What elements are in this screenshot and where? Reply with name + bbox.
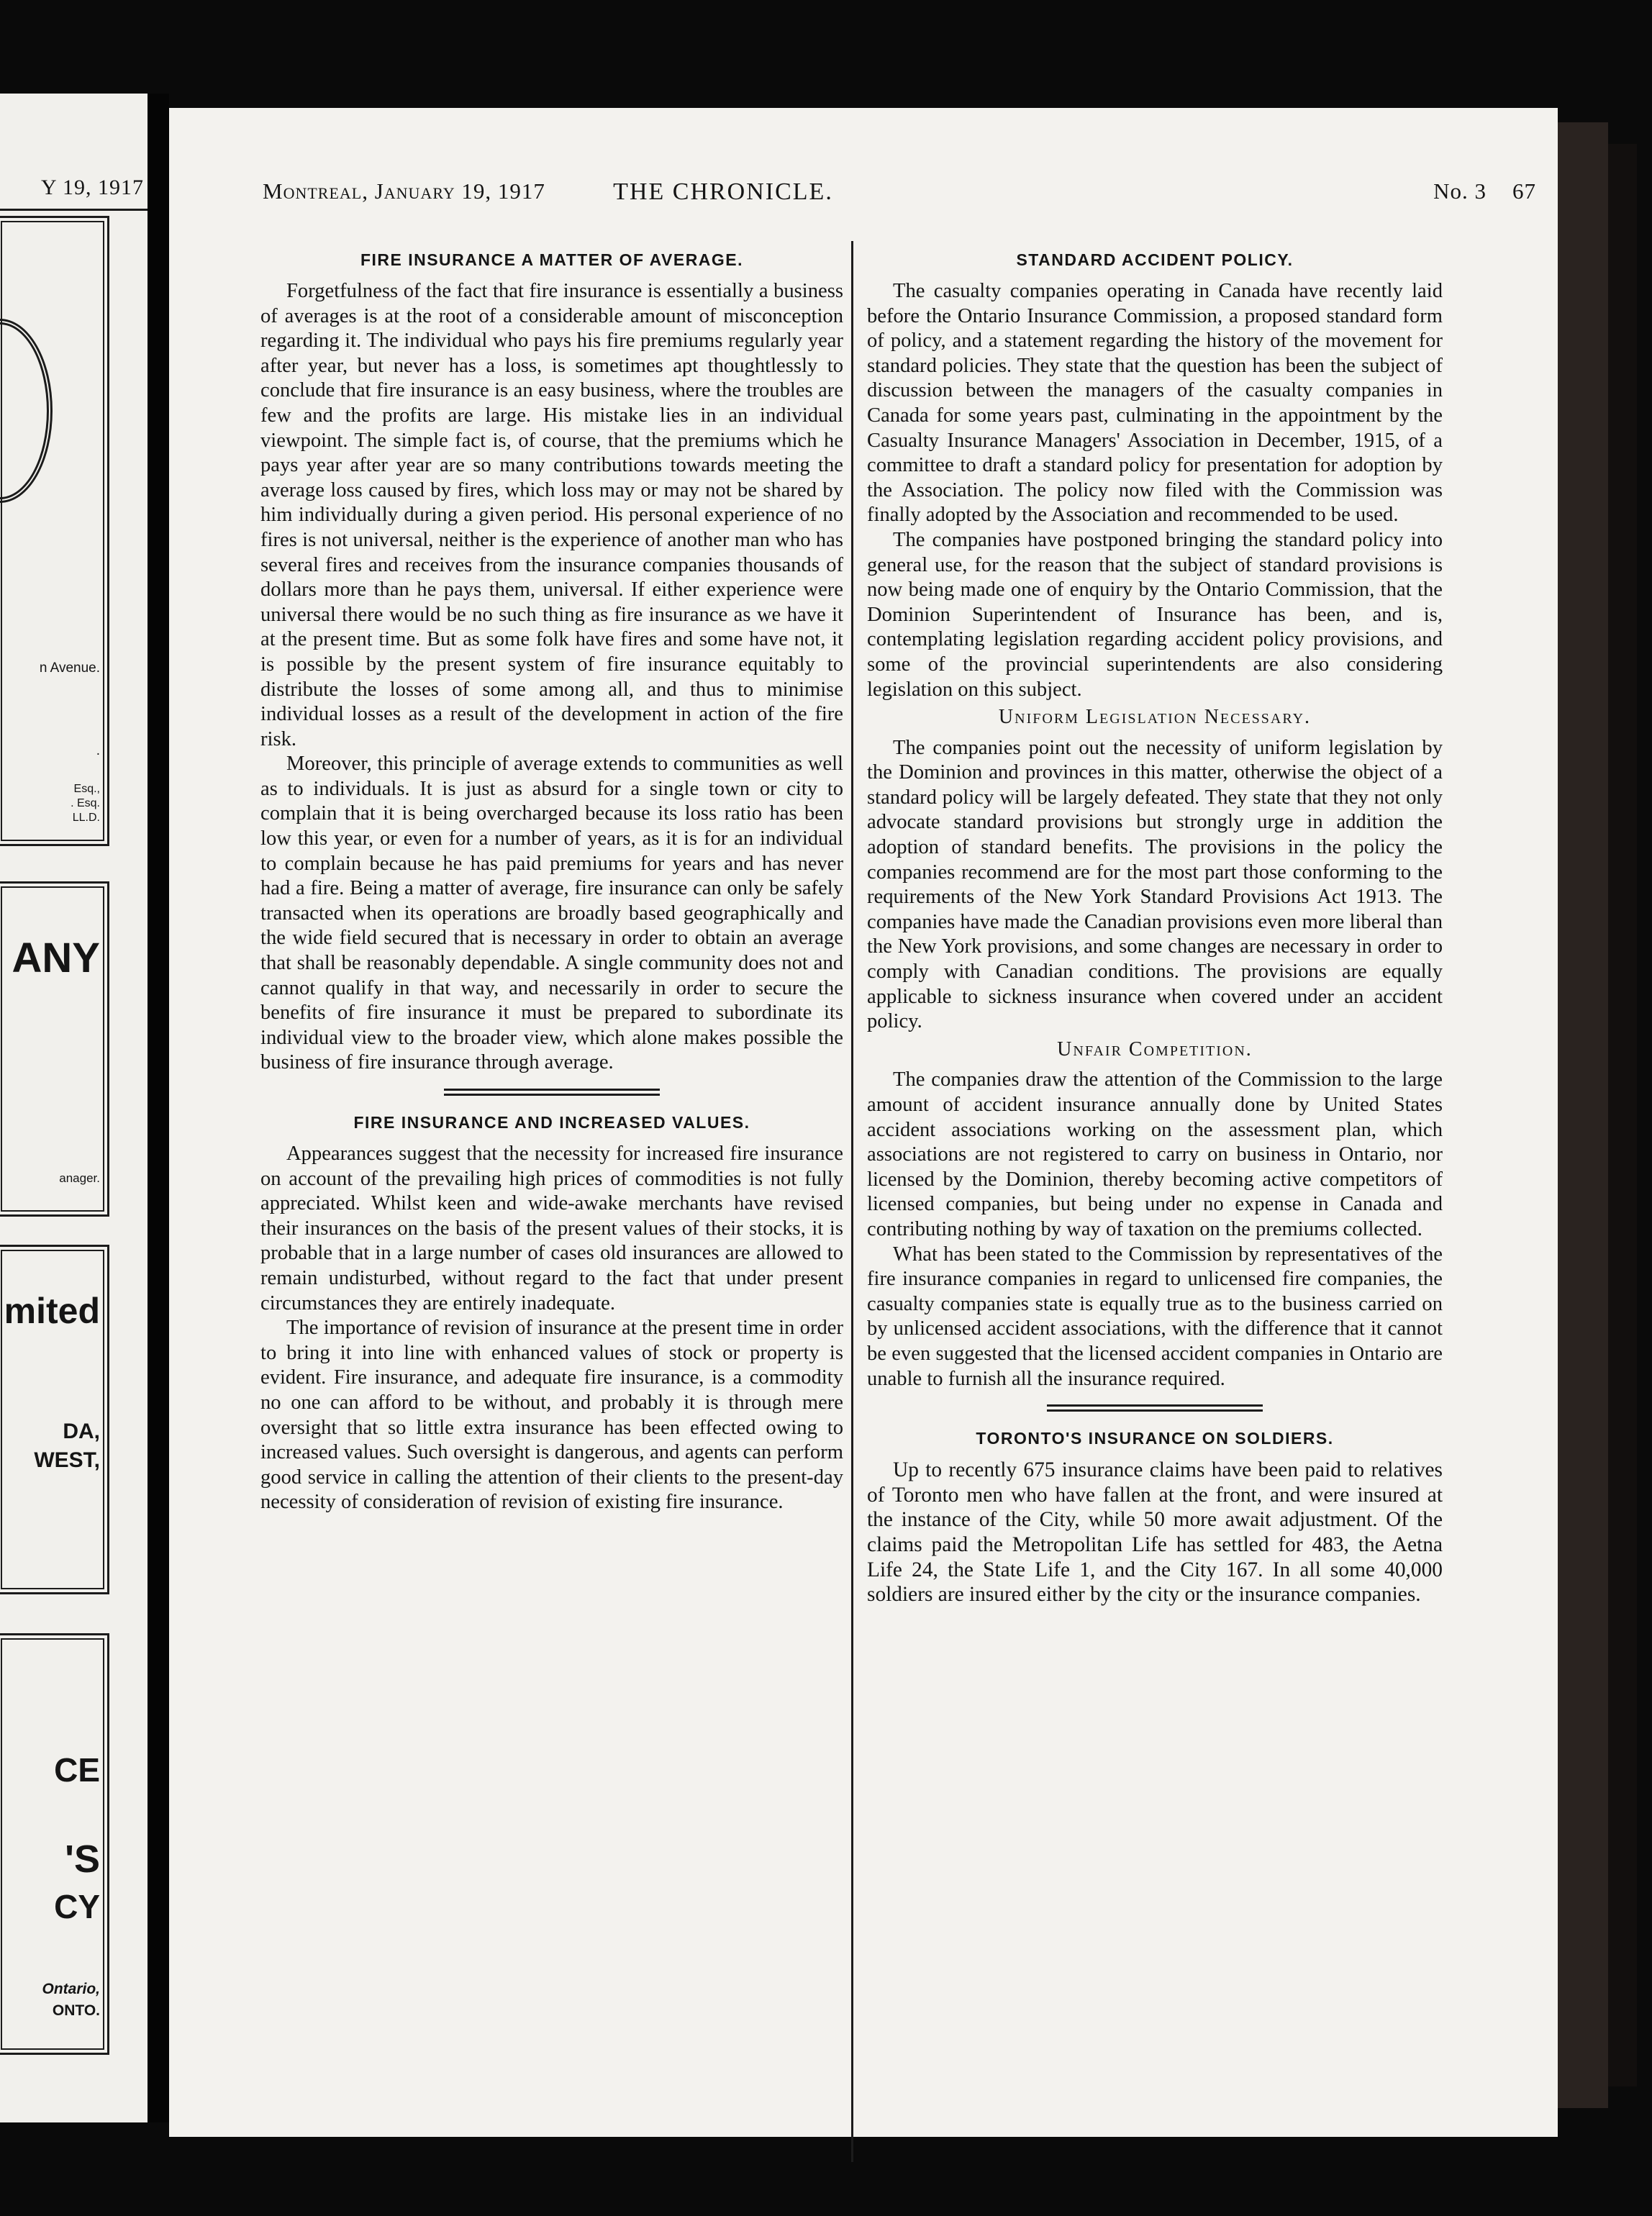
box-text: DA, bbox=[63, 1420, 100, 1443]
dateline: Montreal, January 19, 1917 bbox=[263, 178, 545, 204]
section-divider bbox=[1047, 1404, 1263, 1412]
previous-page-box-4 bbox=[0, 1633, 109, 2055]
article-paragraph: The importance of revision of insurance at the present time in order to bring it into line with enhanced values of stock or property is evident. Fire insurance, and adequate fire insurance, is a commodity no one can afford to be without, and probably it is through mere oversight that so little extra insurance has been effected owing to increased values. Such oversight is dangerous, and agents can perform good service in calling the attention of their clients to the present-day necessity of consideration of revision of existing fire insurance. bbox=[260, 1317, 843, 1514]
box-text: 'S bbox=[65, 1838, 100, 1881]
box-text: LL.D. bbox=[72, 812, 100, 824]
previous-page-box-1 bbox=[0, 216, 109, 846]
previous-page-fragment bbox=[0, 94, 148, 2122]
article-heading: FIRE INSURANCE AND INCREASED VALUES. bbox=[353, 1113, 750, 1132]
left-column bbox=[260, 246, 843, 1515]
publication-title: THE CHRONICLE. bbox=[613, 178, 833, 205]
article-paragraph: Appearances suggest that the necessity for increased fire insurance on account of the prevailing high prices of commodities is not fully appreciated. Whilst keen and wide-awake merchants have revised their insurances on the basis of the present values of their stocks, it is probable that in a large number of cases old insurances are allowed to remain undisturbed, without regard to the fact that under present circumstances they are entirely inadequate. bbox=[260, 1143, 843, 1314]
article-heading: FIRE INSURANCE A MATTER OF AVERAGE. bbox=[360, 250, 744, 269]
page-number: 67 bbox=[1512, 178, 1536, 204]
article-paragraph: The companies have postponed bringing the standard policy into general use, for the reason that the subject of standard provisions is now being made one of enquiry by the Ontario Commission, that the Dominion Superintendent of Insurance has been, and is, contemplating legislation regarding accident policy provisions, and some of the provincial superintendents are also considering legislation on this subject. bbox=[867, 528, 1443, 701]
article-heading: STANDARD ACCIDENT POLICY. bbox=[1016, 250, 1294, 269]
box-text: WEST, bbox=[34, 1448, 100, 1472]
article-paragraph: The companies draw the attention of the Commission to the large amount of accident insurance annually done by United States accident associations working on the assessment plan, which associations are not registered to carry on business in Ontario, nor licensed by the Dominion, thereby becoming active competitors of licensed companies, but being under no expense in Canada and contributing nothing by way of taxation on the premiums collected. bbox=[867, 1068, 1443, 1240]
box-text: mited bbox=[4, 1291, 100, 1331]
running-head bbox=[263, 178, 1536, 214]
box-text: . Esq. bbox=[71, 797, 100, 809]
article-paragraph: The casualty companies operating in Canada have recently laid before the Ontario Insurance Commission, a proposed standard form of policy, and a statement regarding the history of the movement for standard policies. They state that the question has been the subject of discussion between the managers of the casualty companies in Canada for some years past, culminating in the appointment by the Casualty Insurance Managers' Association in December, 1915, of a committee to draft a standard policy for presentation for adoption by the Association. The policy now filed with the Commission was finally adopted by the Association and recommended to be used. bbox=[867, 280, 1443, 527]
box-text: anager. bbox=[59, 1171, 100, 1185]
previous-page-rule bbox=[0, 209, 148, 211]
previous-page-header: Y 19, 1917 bbox=[40, 176, 144, 199]
article-subheading: Unfair Competition. bbox=[1057, 1037, 1253, 1061]
article-paragraph: The companies point out the necessity of uniform legislation by the Dominion and provinces in this matter, otherwise the object of a standard policy will be largely defeated. They state that they not only advocate standard provisions but strongly urge in addition the adoption of standard benefits. The provisions in the policy the companies recommend are for the most part those conforming to the requirements of the New York Standard Provisions Act 1913. The companies have made the Canadian provisions even more liberal than the New York provisions, and some changes are necessary in order to comply with Canadian conditions. The provisions are equally applicable to sickness insurance when covered under an accident policy. bbox=[867, 736, 1443, 1033]
box-text: CE bbox=[54, 1751, 100, 1789]
article-subheading: Uniform Legislation Necessary. bbox=[998, 706, 1312, 729]
article-heading: TORONTO'S INSURANCE ON SOLDIERS. bbox=[976, 1429, 1334, 1448]
page-edge bbox=[1558, 122, 1608, 2108]
box-text: ANY bbox=[12, 935, 100, 981]
article-paragraph: Forgetfulness of the fact that fire insurance is essentially a business of averages is at the root of a considerable amount of misconception regarding it. The individual who pays his fire premiums regularly year after year, but never has a loss, is sometimes apt thoughtlessly to conclude that fire insurance is an easy business, where the troubles are few and the profits are large. His mistake lies in an individual viewpoint. The simple fact is, of course, that the premiums which he pays year after year are so many contributions towards meeting the average loss caused by fires, which loss may or may not be shared by him individually during a given period. His personal experience of no fires is not universal, neither is the experience of another man who has several fires and receives from the insurance companies thousands of dollars more than he pays them, universal. If either experience were universal there would be no such thing as fire insurance as we have it at the present time. But as some folk have fires and some have not, it is possible by the present system of fire insurance equitably to distribute the losses of some among all, and thus to minimise individual losses as a result of the development in action of the fire risk. bbox=[260, 280, 843, 750]
page-edge-shadow bbox=[1608, 144, 1637, 2086]
article-paragraph: What has been stated to the Commission by representatives of the fire insurance companies in regard to unlicensed fire companies, the casualty companies state is equally true as to the business carried on by unlicensed accident associations, with the difference that it cannot be even suggested that the licensed accident companies in Ontario are unable to furnish all the insurance required. bbox=[867, 1243, 1443, 1390]
issue-number: No. 3 bbox=[1433, 178, 1487, 204]
box-text: Esq., bbox=[73, 783, 100, 795]
newspaper-page bbox=[169, 108, 1558, 2137]
section-divider bbox=[444, 1089, 660, 1096]
article-paragraph: Up to recently 675 insurance claims have been paid to relatives of Toronto men who have fallen at the front, and were insured at the instance of the City, while 50 more await adjustment. Of the claims paid the Metropolitan Life has settled for 483, the Aetna Life 24, the State Life 1, and the City 167. In all some 40,000 soldiers are insured either by the city or the insurance companies. bbox=[867, 1458, 1443, 1607]
previous-page-box-2 bbox=[0, 881, 109, 1217]
box-text: CY bbox=[54, 1888, 100, 1925]
article-paragraph: Moreover, this principle of average extends to communities as well as to individuals. It is just as absurd for a single town or city to complain that it is being overcharged because its loss ratio has been low this year, or even for a number of years, as it is for an individual to complain because he has paid premiums for years and has never had a fire. Being a matter of average, fire insurance can only be safely transacted when its operations are broadly based geographically and the wide field secured that is necessary in order to obtain an average that shall be reasonably dependable. A single community does not and cannot qualify in that way, and necessarily in order to secure the benefits of fire insurance it must be prepared to subordinate its individual view to the broader view, which alone makes possible the business of fire insurance through average. bbox=[260, 753, 843, 1074]
column-rule bbox=[851, 241, 853, 2162]
box-text: ONTO. bbox=[52, 2002, 100, 2019]
box-text: Ontario, bbox=[42, 1981, 100, 1997]
binding-gutter bbox=[148, 94, 169, 2122]
seal-emblem bbox=[0, 319, 53, 503]
right-column bbox=[867, 246, 1443, 1607]
previous-page-box-3 bbox=[0, 1245, 109, 1594]
box-text: . bbox=[96, 743, 100, 758]
box-text: n Avenue. bbox=[39, 660, 100, 676]
issue-and-page bbox=[1433, 178, 1536, 204]
